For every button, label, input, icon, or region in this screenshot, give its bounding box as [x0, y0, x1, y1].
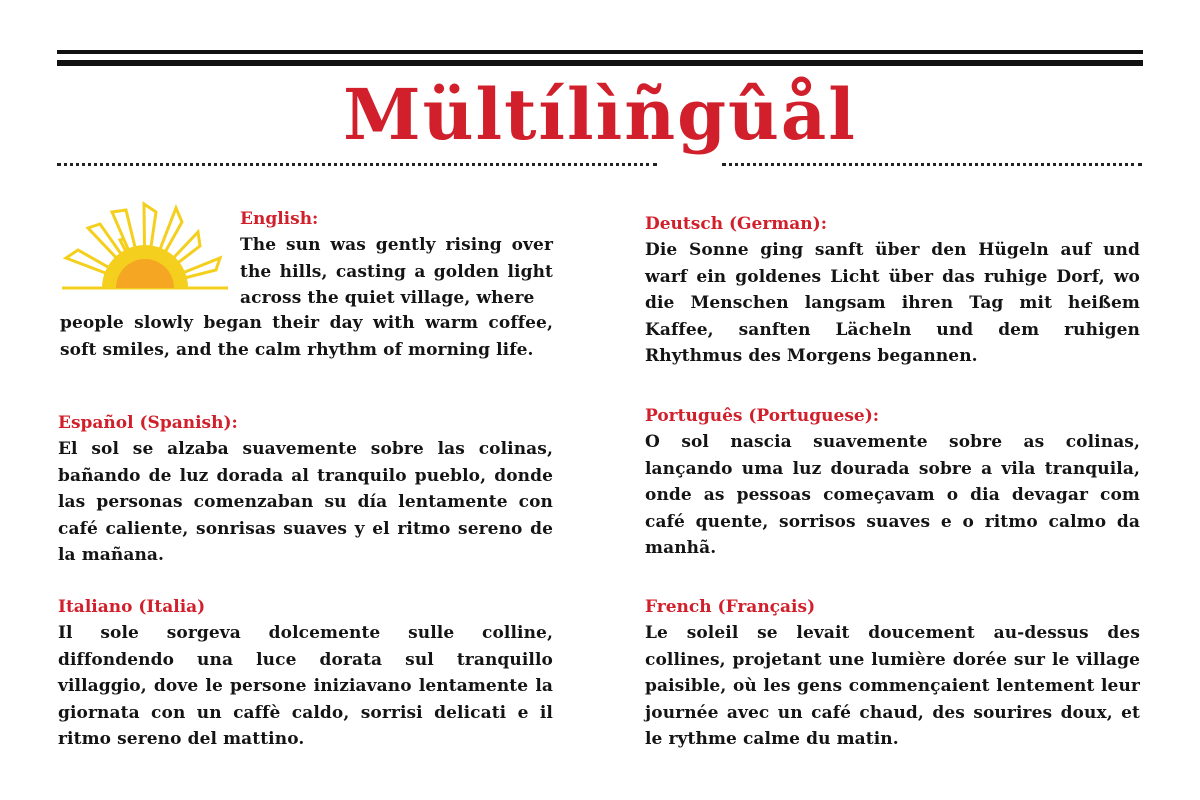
- section-english-top: [240, 206, 553, 312]
- dotted-divider-right: [722, 163, 1142, 166]
- dotted-divider-left: [57, 163, 657, 166]
- section-french: [645, 594, 1140, 753]
- section-english-rest: [60, 310, 553, 363]
- page-title: Mültílìñgûål: [343, 73, 857, 156]
- heading-portuguese: Português (Portuguese):: [645, 406, 880, 426]
- text-english-top: The sun was gently rising over the hills, casting a golden light across the quiet village, where: [240, 235, 553, 308]
- heading-german: Deutsch (German):: [645, 214, 827, 234]
- section-portuguese: [645, 403, 1140, 562]
- text-german: Die Sonne ging sanft über den Hügeln auf und warf ein goldenes Licht über das ruhige Dorf, wo die Menschen langsam ihren Tag mit heißem Kaffee, sanften Lächeln und dem ruhigen Rhythmus des Morgens begannen.: [645, 240, 1140, 366]
- section-italian: [58, 594, 553, 753]
- text-english-rest: people slowly began their day with warm coffee, soft smiles, and the calm rhythm of morning life.: [60, 313, 553, 360]
- text-french: Le soleil se levait doucement au-dessus des collines, projetant une lumière dorée sur le village paisible, où les gens commençaient lentement leur journée avec un café chaud, des sourires doux, et le rythme calme du matin.: [645, 623, 1140, 749]
- text-portuguese: O sol nascia suavemente sobre as colinas, lançando uma luz dourada sobre a vila tranquila, onde as pessoas começavam o dia devagar com café quente, sorrisos suaves e o ritmo calmo da manhã.: [645, 432, 1140, 558]
- text-spanish: El sol se alzaba suavemente sobre las colinas, bañando de luz dorada al tranquilo pueblo, donde las personas comenzaban su día lentamente con café caliente, sonrisas suaves y el ritmo sereno de la mañana.: [58, 439, 553, 565]
- heading-french: French (Français): [645, 597, 816, 617]
- section-german: [645, 211, 1140, 370]
- section-spanish: [58, 410, 553, 569]
- text-italian: Il sole sorgeva dolcemente sulle colline, diffondendo una luce dorata sul tranquillo villaggio, dove le persone iniziavano lentamente la giornata con un caffè caldo, sorrisi delicati e il ritmo sereno del mattino.: [58, 623, 553, 749]
- top-rule-thick: [57, 60, 1143, 66]
- heading-english: English:: [240, 209, 319, 229]
- heading-spanish: Español (Spanish):: [58, 413, 238, 433]
- sun-icon: [60, 200, 230, 292]
- heading-italian: Italiano (Italia): [58, 597, 206, 617]
- top-rule: [57, 50, 1143, 54]
